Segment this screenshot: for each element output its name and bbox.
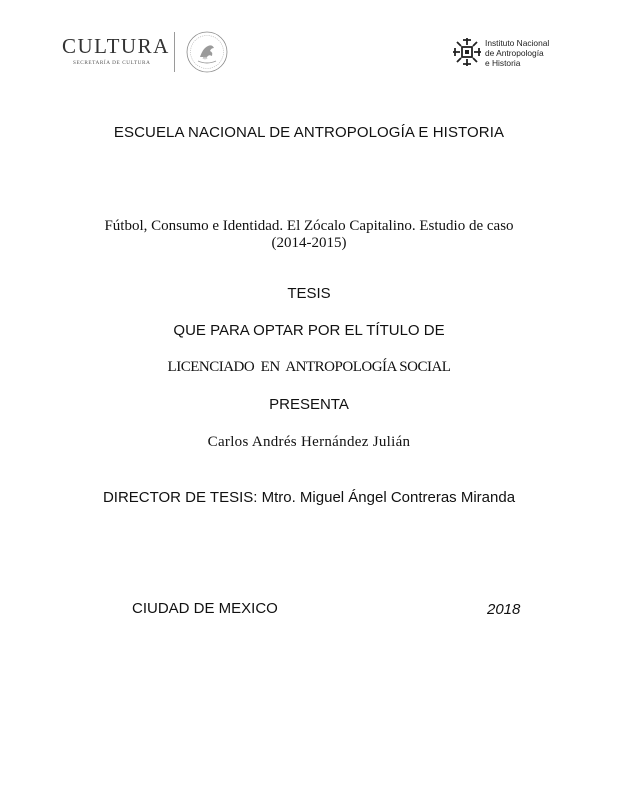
inah-logo-line1: Instituto Nacional bbox=[485, 38, 550, 48]
degree-name: LICENCIADO EN ANTROPOLOGÍA SOCIAL bbox=[167, 359, 451, 375]
mexican-seal-icon bbox=[184, 30, 230, 74]
author-name: Carlos Andrés Hernández Julián bbox=[207, 434, 411, 450]
inah-logo bbox=[451, 36, 561, 72]
thesis-director: DIRECTOR DE TESIS: Mtro. Miguel Ángel Contreras Miranda bbox=[102, 489, 516, 506]
thesis-title bbox=[0, 218, 618, 252]
cultura-logo-word: CULTURA bbox=[62, 34, 170, 58]
inah-logo-line3: e Historia bbox=[485, 58, 521, 68]
inah-logo-line2: de Antropología bbox=[485, 48, 544, 58]
thesis-title-line2: (2014-2015) bbox=[271, 235, 347, 251]
year: 2018 bbox=[487, 601, 521, 618]
school-name: ESCUELA NACIONAL DE ANTROPOLOGÍA E HISTORIA bbox=[113, 124, 505, 141]
degree-intro: QUE PARA OPTAR POR EL TÍTULO DE bbox=[173, 322, 445, 339]
degree-type: TESIS bbox=[287, 285, 331, 302]
inah-logo-text bbox=[485, 38, 549, 68]
presents-label: PRESENTA bbox=[269, 396, 349, 413]
logo-divider bbox=[174, 32, 175, 72]
city: CIUDAD DE MEXICO bbox=[132, 600, 278, 617]
thesis-title-line1: Fútbol, Consumo e Identidad. El Zócalo Capitalino. Estudio de caso bbox=[104, 218, 514, 234]
cultura-logo bbox=[62, 30, 237, 74]
inah-glyph-icon bbox=[451, 36, 483, 68]
cultura-logo-subtitle: SECRETARÍA DE CULTURA bbox=[73, 60, 151, 66]
